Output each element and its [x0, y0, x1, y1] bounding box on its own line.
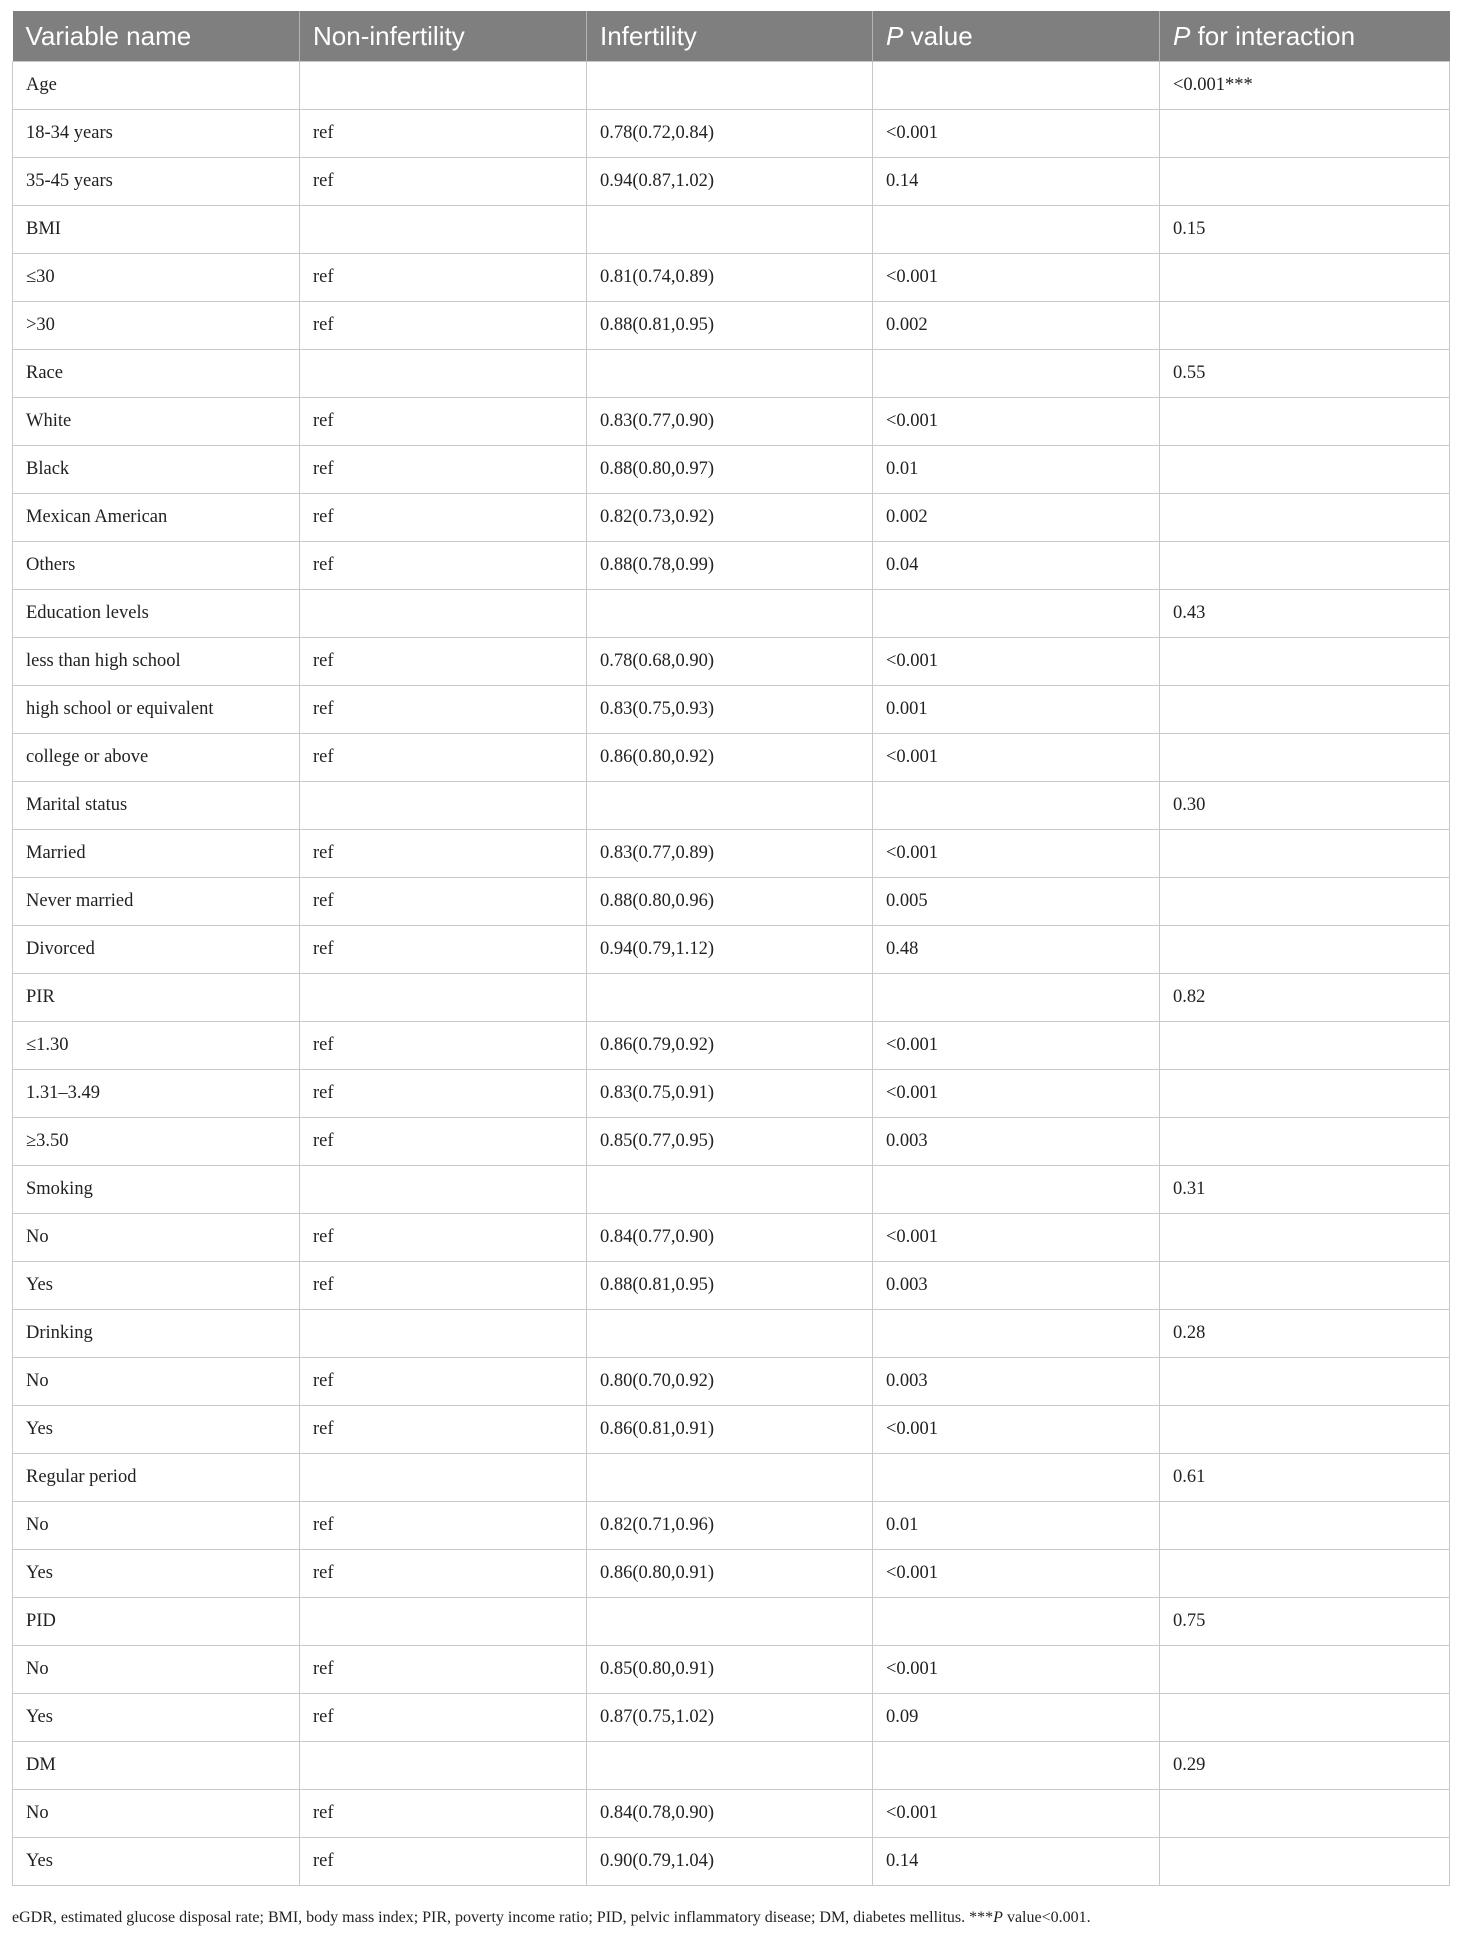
- cell-variable: ≤1.30: [13, 1022, 300, 1070]
- cell-non-infertility: ref: [300, 1214, 587, 1262]
- cell-p-value: <0.001: [873, 638, 1160, 686]
- cell-p-interaction: [1160, 398, 1450, 446]
- cell-p-value: <0.001: [873, 1646, 1160, 1694]
- cell-variable: Others: [13, 542, 300, 590]
- cell-p-value: [873, 1166, 1160, 1214]
- table-row: [13, 1838, 1450, 1886]
- table-row: [13, 1502, 1450, 1550]
- cell-p-interaction: [1160, 1694, 1450, 1742]
- table-row: [13, 1166, 1450, 1214]
- cell-infertility: 0.86(0.79,0.92): [587, 1022, 873, 1070]
- cell-p-interaction: [1160, 1502, 1450, 1550]
- cell-variable: PID: [13, 1598, 300, 1646]
- table-row: [13, 350, 1450, 398]
- cell-variable: Regular period: [13, 1454, 300, 1502]
- cell-p-value: <0.001: [873, 110, 1160, 158]
- cell-p-interaction: [1160, 1022, 1450, 1070]
- header-interaction-italic: P: [1173, 20, 1191, 51]
- cell-variable: 18-34 years: [13, 110, 300, 158]
- cell-p-value: [873, 1742, 1160, 1790]
- footnote-main: eGDR, estimated glucose disposal rate; BMI, body mass index; PIR, poverty income ratio; PID, pelvic inflammatory disease; DM, diabetes mellitus. ***: [12, 1909, 994, 1926]
- cell-variable: >30: [13, 302, 300, 350]
- cell-p-value: 0.14: [873, 1838, 1160, 1886]
- cell-p-value: 0.005: [873, 878, 1160, 926]
- cell-infertility: 0.81(0.74,0.89): [587, 254, 873, 302]
- table-row: [13, 1454, 1450, 1502]
- cell-infertility: 0.86(0.80,0.92): [587, 734, 873, 782]
- cell-variable: 35-45 years: [13, 158, 300, 206]
- cell-p-interaction: [1160, 1838, 1450, 1886]
- cell-p-interaction: 0.82: [1160, 974, 1450, 1022]
- cell-p-value: <0.001: [873, 734, 1160, 782]
- cell-non-infertility: [300, 1454, 587, 1502]
- cell-infertility: 0.94(0.87,1.02): [587, 158, 873, 206]
- cell-infertility: 0.84(0.77,0.90): [587, 1214, 873, 1262]
- cell-variable: Yes: [13, 1838, 300, 1886]
- table-row: [13, 1790, 1450, 1838]
- cell-p-value: <0.001: [873, 1214, 1160, 1262]
- cell-variable: Yes: [13, 1550, 300, 1598]
- table-footnote: [12, 1909, 1091, 1927]
- cell-infertility: [587, 1598, 873, 1646]
- cell-p-value: <0.001: [873, 1790, 1160, 1838]
- cell-non-infertility: ref: [300, 1070, 587, 1118]
- cell-p-value: 0.003: [873, 1262, 1160, 1310]
- cell-p-value: <0.001: [873, 830, 1160, 878]
- cell-non-infertility: ref: [300, 542, 587, 590]
- cell-non-infertility: [300, 590, 587, 638]
- cell-infertility: 0.88(0.80,0.97): [587, 446, 873, 494]
- cell-non-infertility: ref: [300, 1646, 587, 1694]
- cell-infertility: 0.94(0.79,1.12): [587, 926, 873, 974]
- table-row: [13, 398, 1450, 446]
- cell-p-value: [873, 1454, 1160, 1502]
- cell-variable: White: [13, 398, 300, 446]
- cell-p-value: [873, 350, 1160, 398]
- cell-non-infertility: ref: [300, 926, 587, 974]
- cell-variable: Divorced: [13, 926, 300, 974]
- cell-non-infertility: ref: [300, 734, 587, 782]
- table-row: [13, 302, 1450, 350]
- cell-p-interaction: [1160, 926, 1450, 974]
- cell-infertility: 0.83(0.75,0.93): [587, 686, 873, 734]
- footnote-italic-p: P: [993, 1909, 1003, 1926]
- cell-non-infertility: [300, 206, 587, 254]
- cell-infertility: [587, 974, 873, 1022]
- cell-p-interaction: 0.15: [1160, 206, 1450, 254]
- cell-non-infertility: [300, 1310, 587, 1358]
- cell-infertility: [587, 1454, 873, 1502]
- cell-infertility: 0.88(0.80,0.96): [587, 878, 873, 926]
- cell-p-value: [873, 1310, 1160, 1358]
- cell-infertility: 0.83(0.75,0.91): [587, 1070, 873, 1118]
- cell-p-interaction: [1160, 1262, 1450, 1310]
- cell-p-interaction: 0.30: [1160, 782, 1450, 830]
- cell-infertility: 0.83(0.77,0.89): [587, 830, 873, 878]
- table-row: [13, 1070, 1450, 1118]
- cell-infertility: 0.86(0.81,0.91): [587, 1406, 873, 1454]
- cell-p-interaction: [1160, 734, 1450, 782]
- cell-p-value: <0.001: [873, 254, 1160, 302]
- table-row: [13, 254, 1450, 302]
- cell-p-interaction: <0.001***: [1160, 62, 1450, 110]
- cell-p-value: [873, 782, 1160, 830]
- header-row: [13, 11, 1450, 62]
- cell-p-value: 0.09: [873, 1694, 1160, 1742]
- cell-variable: Smoking: [13, 1166, 300, 1214]
- table-container: [12, 11, 1449, 1886]
- cell-non-infertility: ref: [300, 446, 587, 494]
- header-infertility: Infertility: [587, 11, 873, 62]
- table-row: [13, 494, 1450, 542]
- cell-non-infertility: ref: [300, 302, 587, 350]
- cell-p-value: <0.001: [873, 1550, 1160, 1598]
- cell-variable: Yes: [13, 1262, 300, 1310]
- table-body: [13, 62, 1450, 1886]
- table-header: [13, 11, 1450, 62]
- cell-non-infertility: ref: [300, 158, 587, 206]
- header-p-rest: value: [903, 20, 973, 51]
- cell-variable: Age: [13, 62, 300, 110]
- cell-infertility: 0.78(0.72,0.84): [587, 110, 873, 158]
- results-table: [12, 11, 1450, 1886]
- cell-non-infertility: [300, 1166, 587, 1214]
- cell-non-infertility: ref: [300, 1406, 587, 1454]
- cell-p-interaction: [1160, 830, 1450, 878]
- cell-variable: Mexican American: [13, 494, 300, 542]
- cell-non-infertility: ref: [300, 1790, 587, 1838]
- cell-p-interaction: [1160, 254, 1450, 302]
- cell-variable: less than high school: [13, 638, 300, 686]
- cell-variable: No: [13, 1358, 300, 1406]
- cell-p-interaction: [1160, 1406, 1450, 1454]
- cell-infertility: 0.78(0.68,0.90): [587, 638, 873, 686]
- cell-p-interaction: [1160, 1790, 1450, 1838]
- cell-infertility: [587, 62, 873, 110]
- cell-infertility: 0.83(0.77,0.90): [587, 398, 873, 446]
- cell-p-interaction: [1160, 638, 1450, 686]
- cell-infertility: 0.82(0.73,0.92): [587, 494, 873, 542]
- cell-variable: Yes: [13, 1694, 300, 1742]
- cell-p-value: 0.01: [873, 1502, 1160, 1550]
- cell-variable: No: [13, 1214, 300, 1262]
- cell-variable: No: [13, 1790, 300, 1838]
- cell-p-interaction: [1160, 878, 1450, 926]
- table-row: [13, 542, 1450, 590]
- table-row: [13, 1742, 1450, 1790]
- table-row: [13, 1550, 1450, 1598]
- cell-p-value: 0.01: [873, 446, 1160, 494]
- cell-non-infertility: ref: [300, 1022, 587, 1070]
- cell-p-interaction: [1160, 1550, 1450, 1598]
- cell-non-infertility: ref: [300, 254, 587, 302]
- cell-p-interaction: 0.31: [1160, 1166, 1450, 1214]
- cell-p-interaction: [1160, 446, 1450, 494]
- cell-p-interaction: [1160, 494, 1450, 542]
- cell-non-infertility: [300, 1598, 587, 1646]
- cell-infertility: [587, 1166, 873, 1214]
- cell-p-interaction: [1160, 302, 1450, 350]
- cell-non-infertility: ref: [300, 830, 587, 878]
- cell-variable: high school or equivalent: [13, 686, 300, 734]
- cell-non-infertility: ref: [300, 110, 587, 158]
- table-row: [13, 1310, 1450, 1358]
- cell-infertility: 0.86(0.80,0.91): [587, 1550, 873, 1598]
- table-row: [13, 1118, 1450, 1166]
- cell-p-interaction: [1160, 686, 1450, 734]
- cell-variable: Yes: [13, 1406, 300, 1454]
- cell-p-interaction: 0.43: [1160, 590, 1450, 638]
- cell-variable: No: [13, 1502, 300, 1550]
- cell-infertility: 0.85(0.77,0.95): [587, 1118, 873, 1166]
- cell-non-infertility: [300, 974, 587, 1022]
- cell-p-value: 0.14: [873, 158, 1160, 206]
- cell-variable: Education levels: [13, 590, 300, 638]
- table-row: [13, 1022, 1450, 1070]
- header-non-infertility: Non-infertility: [300, 11, 587, 62]
- cell-p-interaction: [1160, 110, 1450, 158]
- header-variable-name: Variable name: [13, 11, 300, 62]
- cell-variable: Drinking: [13, 1310, 300, 1358]
- table-row: [13, 110, 1450, 158]
- cell-non-infertility: [300, 350, 587, 398]
- cell-variable: Race: [13, 350, 300, 398]
- table-row: [13, 1214, 1450, 1262]
- cell-p-interaction: [1160, 1118, 1450, 1166]
- table-row: [13, 62, 1450, 110]
- cell-p-interaction: [1160, 158, 1450, 206]
- cell-p-interaction: [1160, 1070, 1450, 1118]
- cell-p-interaction: [1160, 1214, 1450, 1262]
- cell-p-interaction: [1160, 542, 1450, 590]
- cell-infertility: 0.85(0.80,0.91): [587, 1646, 873, 1694]
- cell-infertility: 0.82(0.71,0.96): [587, 1502, 873, 1550]
- table-row: [13, 446, 1450, 494]
- cell-variable: 1.31–3.49: [13, 1070, 300, 1118]
- table-row: [13, 1406, 1450, 1454]
- cell-non-infertility: [300, 1742, 587, 1790]
- cell-variable: BMI: [13, 206, 300, 254]
- cell-infertility: 0.88(0.81,0.95): [587, 302, 873, 350]
- cell-p-interaction: [1160, 1646, 1450, 1694]
- cell-infertility: [587, 1310, 873, 1358]
- cell-non-infertility: ref: [300, 1118, 587, 1166]
- cell-p-interaction: 0.55: [1160, 350, 1450, 398]
- cell-variable: ≤30: [13, 254, 300, 302]
- cell-p-value: [873, 1598, 1160, 1646]
- cell-variable: Never married: [13, 878, 300, 926]
- cell-infertility: 0.88(0.81,0.95): [587, 1262, 873, 1310]
- cell-p-value: [873, 206, 1160, 254]
- cell-p-value: 0.04: [873, 542, 1160, 590]
- cell-non-infertility: ref: [300, 1838, 587, 1886]
- cell-infertility: 0.80(0.70,0.92): [587, 1358, 873, 1406]
- cell-variable: Married: [13, 830, 300, 878]
- table-row: [13, 926, 1450, 974]
- cell-non-infertility: ref: [300, 494, 587, 542]
- table-row: [13, 1262, 1450, 1310]
- cell-infertility: [587, 1742, 873, 1790]
- cell-non-infertility: ref: [300, 398, 587, 446]
- table-row: [13, 686, 1450, 734]
- cell-p-value: 0.002: [873, 302, 1160, 350]
- cell-p-value: 0.002: [873, 494, 1160, 542]
- header-interaction-rest: for interaction: [1190, 20, 1356, 51]
- cell-p-value: [873, 974, 1160, 1022]
- header-p-italic: P: [886, 20, 904, 51]
- cell-infertility: [587, 782, 873, 830]
- cell-non-infertility: [300, 62, 587, 110]
- table-row: [13, 590, 1450, 638]
- cell-p-value: 0.003: [873, 1358, 1160, 1406]
- table-row: [13, 1694, 1450, 1742]
- table-row: [13, 1646, 1450, 1694]
- table-row: [13, 878, 1450, 926]
- cell-p-value: <0.001: [873, 1070, 1160, 1118]
- cell-p-value: 0.001: [873, 686, 1160, 734]
- cell-non-infertility: ref: [300, 1550, 587, 1598]
- cell-variable: ≥3.50: [13, 1118, 300, 1166]
- cell-infertility: [587, 350, 873, 398]
- table-row: [13, 734, 1450, 782]
- cell-p-interaction: 0.61: [1160, 1454, 1450, 1502]
- cell-infertility: 0.84(0.78,0.90): [587, 1790, 873, 1838]
- cell-p-interaction: 0.29: [1160, 1742, 1450, 1790]
- cell-p-interaction: [1160, 1358, 1450, 1406]
- cell-non-infertility: ref: [300, 686, 587, 734]
- table-row: [13, 1358, 1450, 1406]
- cell-variable: Black: [13, 446, 300, 494]
- cell-p-value: [873, 590, 1160, 638]
- cell-infertility: 0.87(0.75,1.02): [587, 1694, 873, 1742]
- cell-p-interaction: 0.28: [1160, 1310, 1450, 1358]
- cell-infertility: 0.88(0.78,0.99): [587, 542, 873, 590]
- cell-non-infertility: ref: [300, 878, 587, 926]
- cell-non-infertility: ref: [300, 1262, 587, 1310]
- cell-variable: Marital status: [13, 782, 300, 830]
- cell-p-value: [873, 62, 1160, 110]
- cell-infertility: [587, 590, 873, 638]
- table-row: [13, 206, 1450, 254]
- footnote-end: value<0.001.: [1002, 1909, 1091, 1926]
- cell-variable: PIR: [13, 974, 300, 1022]
- cell-non-infertility: ref: [300, 1358, 587, 1406]
- cell-infertility: [587, 206, 873, 254]
- cell-infertility: 0.90(0.79,1.04): [587, 1838, 873, 1886]
- cell-non-infertility: ref: [300, 1502, 587, 1550]
- cell-non-infertility: [300, 782, 587, 830]
- cell-p-value: <0.001: [873, 1022, 1160, 1070]
- table-row: [13, 782, 1450, 830]
- cell-non-infertility: ref: [300, 638, 587, 686]
- cell-variable: college or above: [13, 734, 300, 782]
- header-p-for-interaction: [1160, 11, 1450, 62]
- table-row: [13, 1598, 1450, 1646]
- table-row: [13, 974, 1450, 1022]
- table-row: [13, 638, 1450, 686]
- header-p-value: [873, 11, 1160, 62]
- table-row: [13, 830, 1450, 878]
- cell-p-value: 0.48: [873, 926, 1160, 974]
- table-row: [13, 158, 1450, 206]
- cell-non-infertility: ref: [300, 1694, 587, 1742]
- cell-variable: DM: [13, 1742, 300, 1790]
- cell-p-value: <0.001: [873, 398, 1160, 446]
- cell-p-value: 0.003: [873, 1118, 1160, 1166]
- cell-variable: No: [13, 1646, 300, 1694]
- cell-p-value: <0.001: [873, 1406, 1160, 1454]
- cell-p-interaction: 0.75: [1160, 1598, 1450, 1646]
